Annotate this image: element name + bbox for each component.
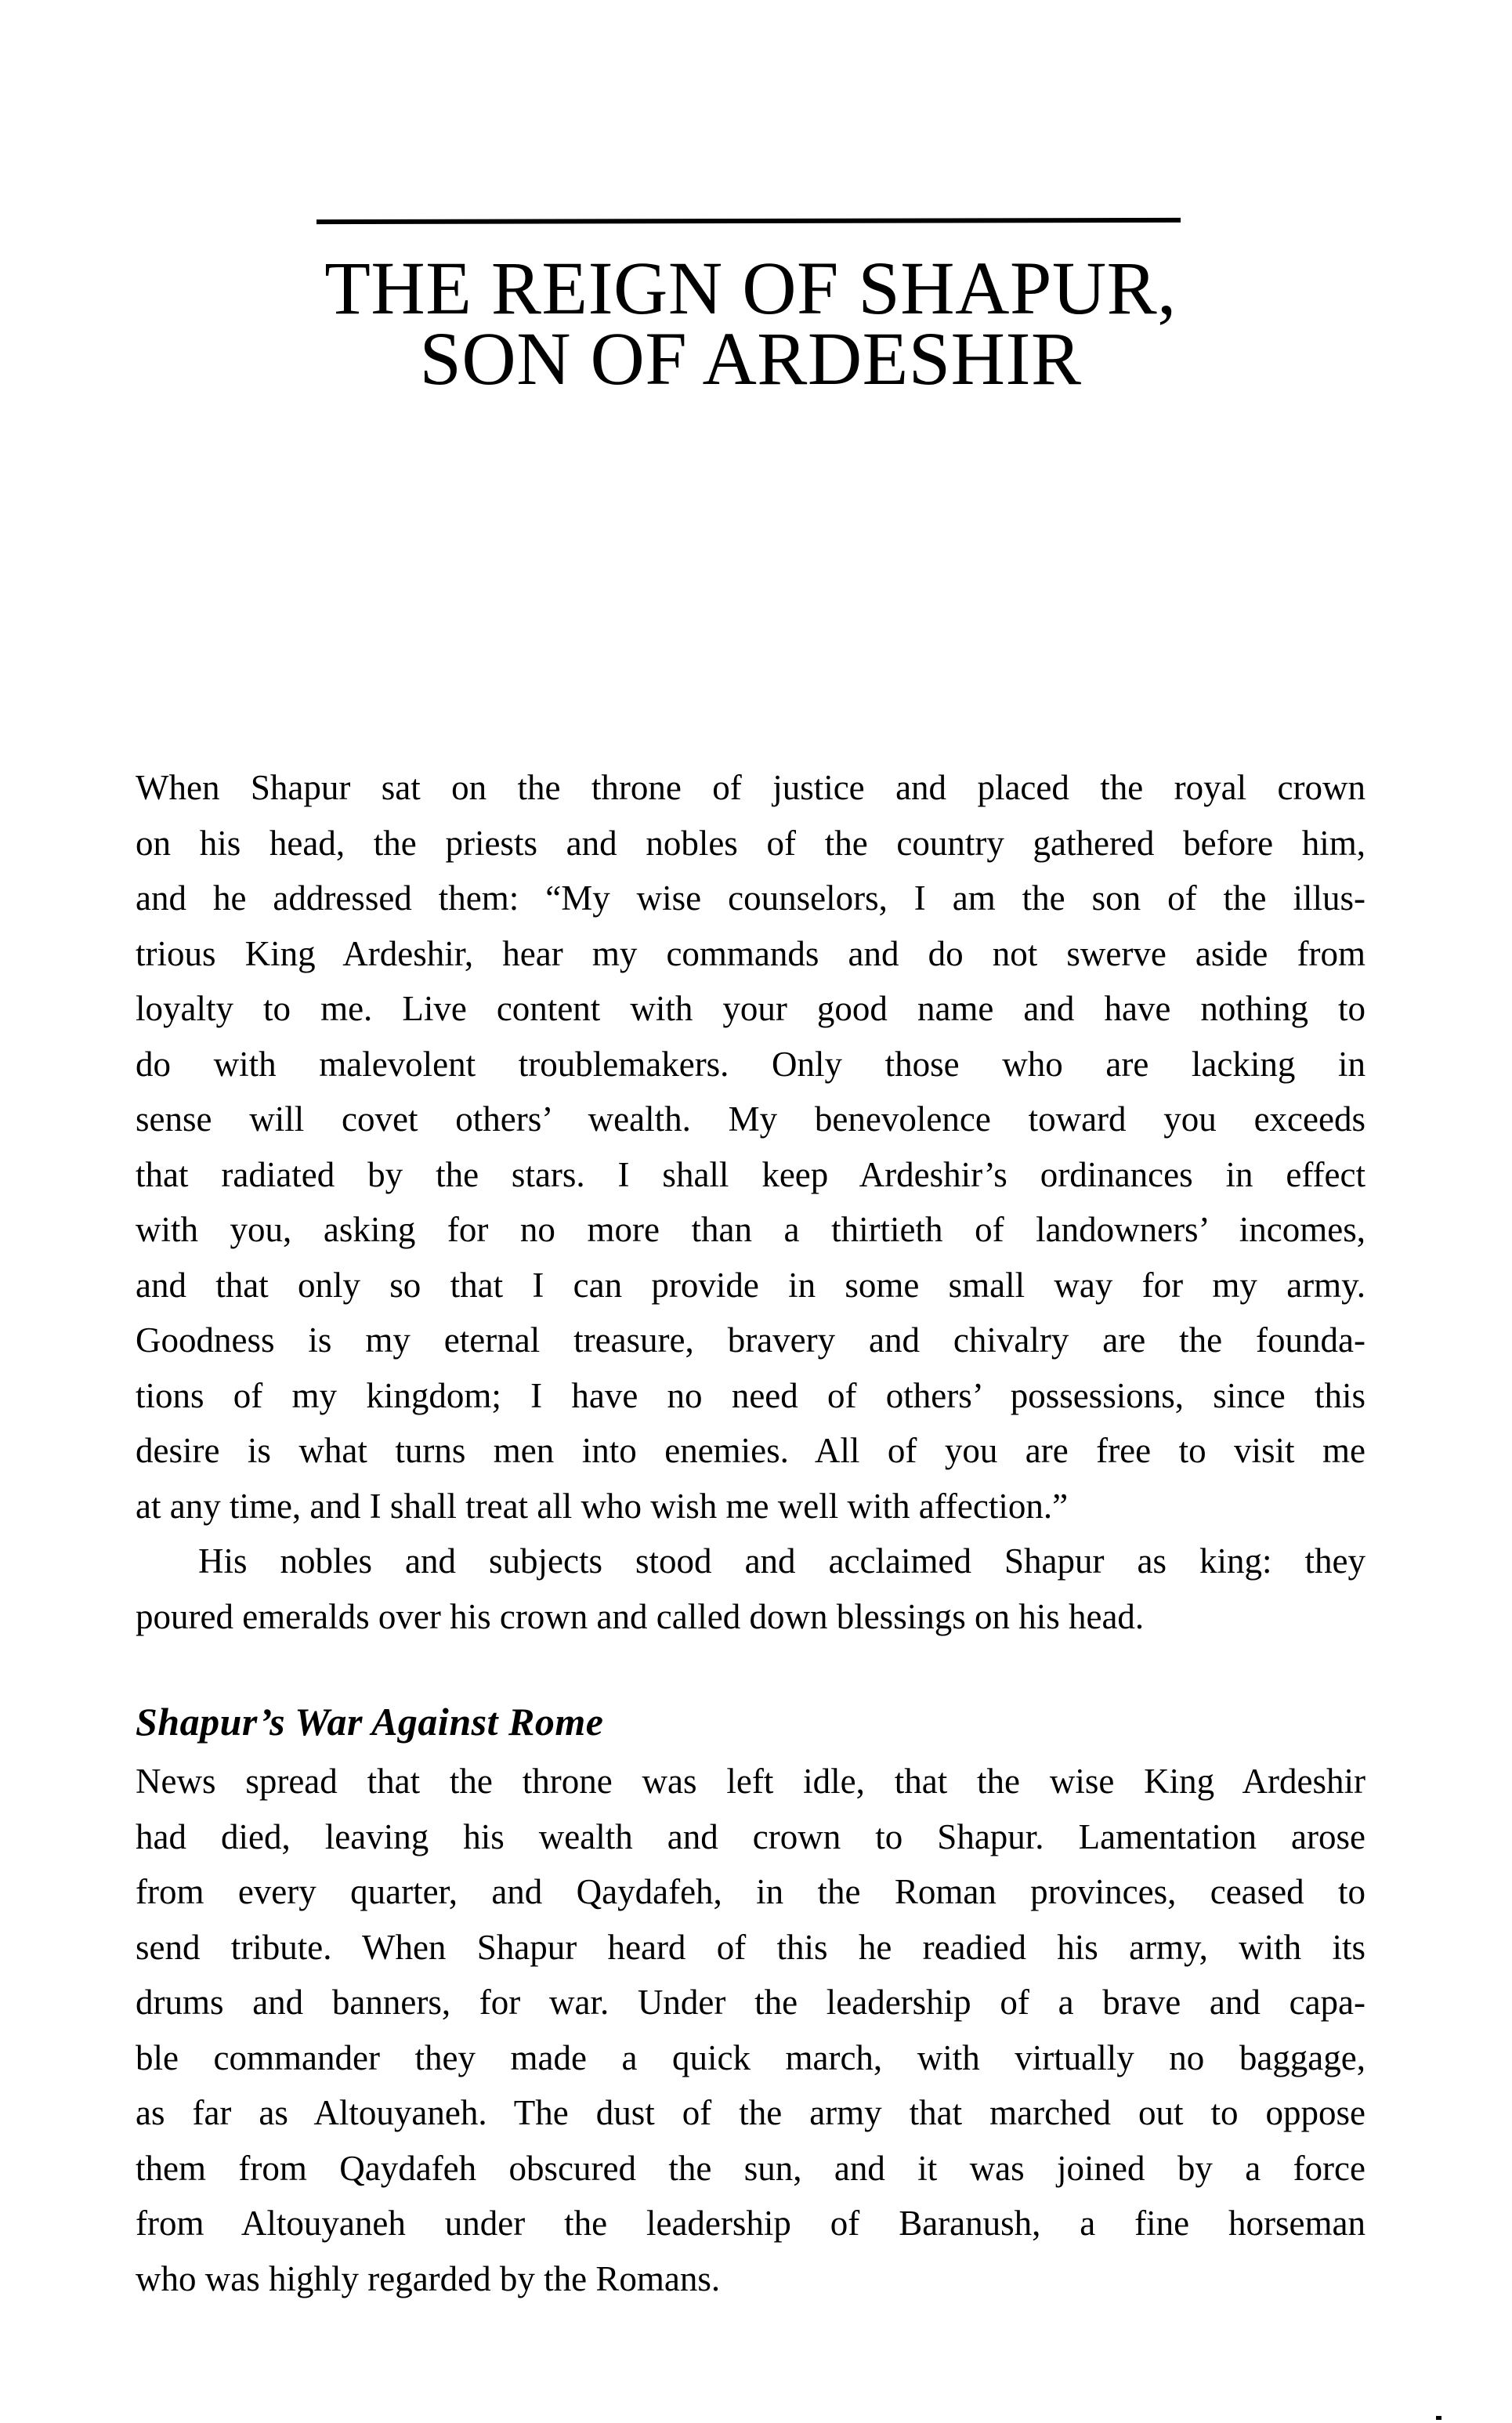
body-line: send tribute. When Shapur heard of this he readied his army, with its [136,1927,1366,1967]
body-line: His nobles and subjects stood and acclaimed Shapur as king: they [198,1541,1366,1581]
chapter-title-line-2: SON OF ARDESHIR [419,317,1082,400]
title-rule [317,218,1181,224]
body-line: News spread that the throne was left idle, that the wise King Ardeshir [136,1762,1366,1801]
section-heading: Shapur’s War Against Rome [136,1700,604,1744]
body-line: from Altouyaneh under the leadership of Baranush, a fine horseman [136,2204,1366,2243]
body-line: When Shapur sat on the throne of justice and placed the royal crown [136,768,1366,807]
scan-artifact-dot [1436,2416,1441,2420]
body-line: drums and banners, for war. Under the leadership of a brave and capa- [136,1983,1366,2022]
chapter-title-line-1: THE REIGN OF SHAPUR, [324,246,1177,330]
body-line: trious King Ardeshir, hear my commands and do not swerve aside from [136,933,1366,973]
body-line: Goodness is my eternal treasure, bravery and chivalry are the founda- [136,1320,1366,1360]
body-line: had died, leaving his wealth and crown to Shapur. Lamentation arose [136,1816,1366,1856]
body-line: them from Qaydafeh obscured the sun, and it was joined by a force [136,2148,1366,2188]
body-line: at any time, and I shall treat all who wish me well with affection.” [136,1486,1069,1526]
body-line: and that only so that I can provide in some small way for my army. [136,1265,1366,1305]
body-line: and he addressed them: “My wise counselors, I am the son of the illus- [136,878,1366,918]
body-line: from every quarter, and Qaydafeh, in the Roman provinces, ceased to [136,1872,1366,1911]
body-line: do with malevolent troublemakers. Only those who are lacking in [136,1044,1366,1084]
body-line: ble commander they made a quick march, with virtually no baggage, [136,2037,1366,2077]
body-line: who was highly regarded by the Romans. [136,2258,721,2298]
body-line: on his head, the priests and nobles of the country gathered before him, [136,823,1366,863]
opening-paragraphs [136,760,1366,1644]
body-line: with you, asking for no more than a thirtieth of landowners’ incomes, [136,1210,1366,1249]
body-line: loyalty to me. Live content with your good name and have nothing to [136,989,1366,1028]
war-paragraph [136,1754,1366,2306]
body-line: desire is what turns men into enemies. All of you are free to visit me [136,1431,1366,1470]
chapter-title [136,246,1366,400]
body-line: that radiated by the stars. I shall keep Ardeshir’s ordinances in effect [136,1154,1366,1194]
body-line: sense will covet others’ wealth. My benevolence toward you exceeds [136,1099,1366,1139]
body-line: tions of my kingdom; I have no need of others’ possessions, since this [136,1375,1366,1415]
body-line: as far as Altouyaneh. The dust of the army that marched out to oppose [136,2093,1366,2132]
body-line: poured emeralds over his crown and called down blessings on his head. [136,1596,1145,1636]
